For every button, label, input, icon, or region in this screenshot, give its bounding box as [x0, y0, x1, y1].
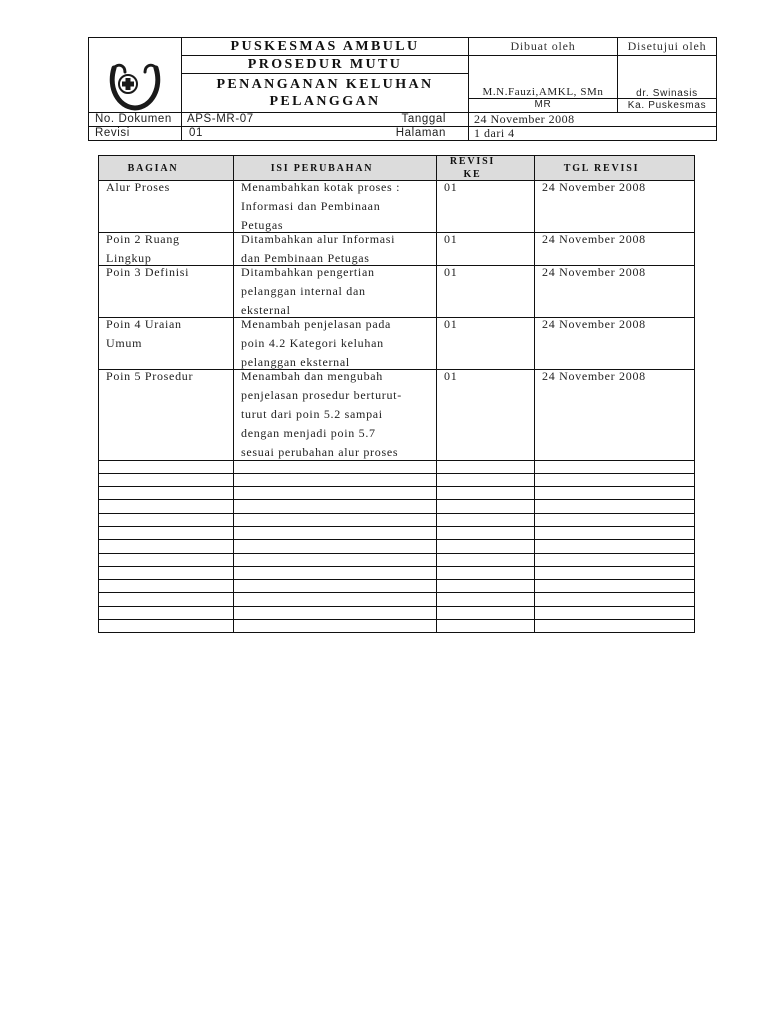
cell-text-line: Poin 5 Prosedur [106, 368, 194, 383]
cell-revision-no [437, 181, 535, 232]
table-row [99, 370, 695, 461]
blank-cell [99, 461, 234, 473]
cell-text-line: dengan menjadi poin 5.7 [241, 425, 376, 440]
revision-label: Revisi [95, 127, 130, 139]
blank-row [99, 567, 695, 580]
blank-row [99, 487, 695, 500]
blank-cell [437, 540, 535, 552]
cell-revision-no [437, 370, 535, 460]
blank-cell [437, 474, 535, 486]
blank-cell [99, 474, 234, 486]
column-header-revision-no [437, 156, 535, 180]
cell-section [99, 266, 234, 317]
blank-cell [535, 527, 695, 539]
blank-row [99, 461, 695, 474]
cell-text-line: Ditambahkan pengertian [241, 264, 375, 279]
blank-row [99, 580, 695, 593]
blank-cell [535, 567, 695, 579]
cell-text-line: pelanggan internal dan [241, 283, 366, 298]
cell-revision-date [535, 318, 695, 369]
blank-cell [99, 580, 234, 592]
cell-text-line: pelanggan eksternal [241, 354, 350, 369]
column-header-label: ISI PERUBAHAN [270, 162, 374, 174]
column-header-label: REVISI KE [449, 156, 496, 180]
cell-text-line: Ditambahkan alur Informasi [241, 232, 396, 246]
blank-cell [535, 540, 695, 552]
revision-value: 01 [189, 127, 203, 139]
blank-cell [437, 514, 535, 526]
document-type: PROSEDUR MUTU [247, 56, 403, 72]
cell-text-line: poin 4.2 Kategori keluhan [241, 335, 384, 350]
column-header-label: TGL REVISI [563, 162, 640, 174]
blank-row [99, 474, 695, 487]
blank-row [99, 500, 695, 513]
table-body [99, 181, 695, 633]
approved-by-name: dr. Swinasis [636, 87, 698, 99]
blank-cell [437, 554, 535, 566]
blank-cell [234, 554, 437, 566]
blank-cell [234, 514, 437, 526]
cell-text-line: Umum [106, 335, 143, 350]
blank-cell [99, 554, 234, 566]
blank-cell [234, 593, 437, 605]
blank-cell [99, 540, 234, 552]
blank-row [99, 554, 695, 567]
blank-cell [535, 500, 695, 512]
cell-section [99, 233, 234, 265]
table-row [99, 233, 695, 266]
cell-revision-date [535, 181, 695, 232]
cell-text-line: 24 November 2008 [542, 180, 646, 194]
blank-cell [437, 593, 535, 605]
blank-cell [234, 474, 437, 486]
blank-cell [437, 461, 535, 473]
cell-text-line: Petugas [241, 218, 284, 232]
cell-text-line: Menambahkan kotak proses : [241, 180, 401, 194]
blank-cell [437, 500, 535, 512]
cell-text-line: sesuai perubahan alur proses [241, 444, 399, 459]
cell-text-line: Informasi dan Pembinaan [241, 199, 381, 213]
blank-cell [535, 620, 695, 632]
blank-cell [234, 607, 437, 619]
blank-row [99, 514, 695, 527]
blank-cell [99, 527, 234, 539]
cell-change [234, 266, 437, 317]
blank-cell [99, 567, 234, 579]
column-header-section [99, 156, 234, 180]
blank-cell [535, 580, 695, 592]
cell-text-line: Poin 2 Ruang [106, 232, 180, 246]
cell-section [99, 370, 234, 460]
made-by-name: M.N.Fauzi,AMKL, SMn [482, 86, 604, 98]
blank-cell [234, 500, 437, 512]
blank-cell [99, 500, 234, 512]
document-title: PENANGANAN KELUHAN PELANGGAN [216, 77, 434, 109]
table-rule [88, 140, 717, 141]
cell-change [234, 370, 437, 460]
blank-cell [437, 527, 535, 539]
cell-text-line: Menambah penjelasan pada [241, 316, 392, 331]
blank-cell [437, 607, 535, 619]
table-row [99, 266, 695, 318]
blank-cell [234, 461, 437, 473]
cell-text-line: 24 November 2008 [542, 264, 646, 279]
column-header-label: BAGIAN [127, 162, 179, 174]
blank-cell [535, 487, 695, 499]
blank-cell [437, 620, 535, 632]
doc-number: APS-MR-07 [187, 113, 254, 125]
blank-row [99, 593, 695, 606]
cell-text-line: Poin 4 Uraian [106, 316, 182, 331]
blank-row [99, 607, 695, 620]
cell-text-line: 01 [444, 264, 458, 279]
blank-cell [535, 514, 695, 526]
revision-table [98, 155, 695, 633]
made-by-label: Dibuat oleh [510, 39, 576, 53]
blank-cell [234, 567, 437, 579]
blank-cell [535, 593, 695, 605]
cell-section [99, 181, 234, 232]
blank-cell [437, 567, 535, 579]
blank-cell [234, 620, 437, 632]
blank-cell [99, 593, 234, 605]
table-row [99, 318, 695, 370]
cell-text-line: Lingkup [106, 251, 152, 265]
approved-by-role: Ka. Puskesmas [627, 100, 707, 111]
blank-cell [437, 580, 535, 592]
cell-revision-no [437, 266, 535, 317]
blank-cell [234, 487, 437, 499]
table-row [99, 181, 695, 233]
column-header-revision-date [535, 156, 695, 180]
blank-cell [234, 580, 437, 592]
blank-cell [535, 607, 695, 619]
cell-change [234, 233, 437, 265]
blank-cell [535, 461, 695, 473]
cell-revision-date [535, 233, 695, 265]
page-label: Halaman [395, 127, 446, 139]
cell-change [234, 318, 437, 369]
blank-row [99, 540, 695, 553]
cell-text-line: eksternal [241, 302, 291, 317]
blank-row [99, 620, 695, 633]
blank-cell [234, 540, 437, 552]
cell-revision-no [437, 318, 535, 369]
cell-text-line: 24 November 2008 [542, 368, 646, 383]
cell-text-line: 01 [444, 232, 458, 246]
cell-revision-no [437, 233, 535, 265]
blank-cell [234, 527, 437, 539]
cell-text-line: Alur Proses [106, 180, 171, 194]
cell-text-line: penjelasan prosedur berturut- [241, 387, 402, 402]
cell-text-line: dan Pembinaan Petugas [241, 251, 370, 265]
org-name: PUSKESMAS AMBULU [230, 38, 420, 54]
date-label: Tanggal [401, 113, 446, 125]
cell-text-line: 24 November 2008 [542, 316, 646, 331]
cell-text-line: 01 [444, 180, 458, 194]
cell-text-line: 01 [444, 316, 458, 331]
document-title-cell [182, 74, 468, 112]
approved-by-label: Disetujui oleh [627, 39, 707, 53]
blank-cell [99, 514, 234, 526]
cell-section [99, 318, 234, 369]
page-value: 1 dari 4 [474, 125, 515, 140]
blank-cell [535, 474, 695, 486]
blank-cell [535, 554, 695, 566]
blank-cell [99, 607, 234, 619]
cell-text-line: Poin 3 Definisi [106, 264, 190, 279]
blank-cell [437, 487, 535, 499]
health-emblem-icon [88, 38, 181, 112]
cell-text-line: turut dari poin 5.2 sampai [241, 406, 383, 421]
cell-revision-date [535, 266, 695, 317]
cell-text-line: 24 November 2008 [542, 232, 646, 246]
doc-number-label: No. Dokumen [95, 113, 172, 125]
cell-text-line: 01 [444, 368, 458, 383]
date-value: 24 November 2008 [474, 111, 575, 126]
blank-cell [99, 487, 234, 499]
cell-change [234, 181, 437, 232]
blank-row [99, 527, 695, 540]
cell-text-line: Menambah dan mengubah [241, 368, 383, 383]
blank-cell [99, 620, 234, 632]
made-by-role: MR [534, 99, 552, 110]
column-header-change [234, 156, 437, 180]
cell-revision-date [535, 370, 695, 460]
